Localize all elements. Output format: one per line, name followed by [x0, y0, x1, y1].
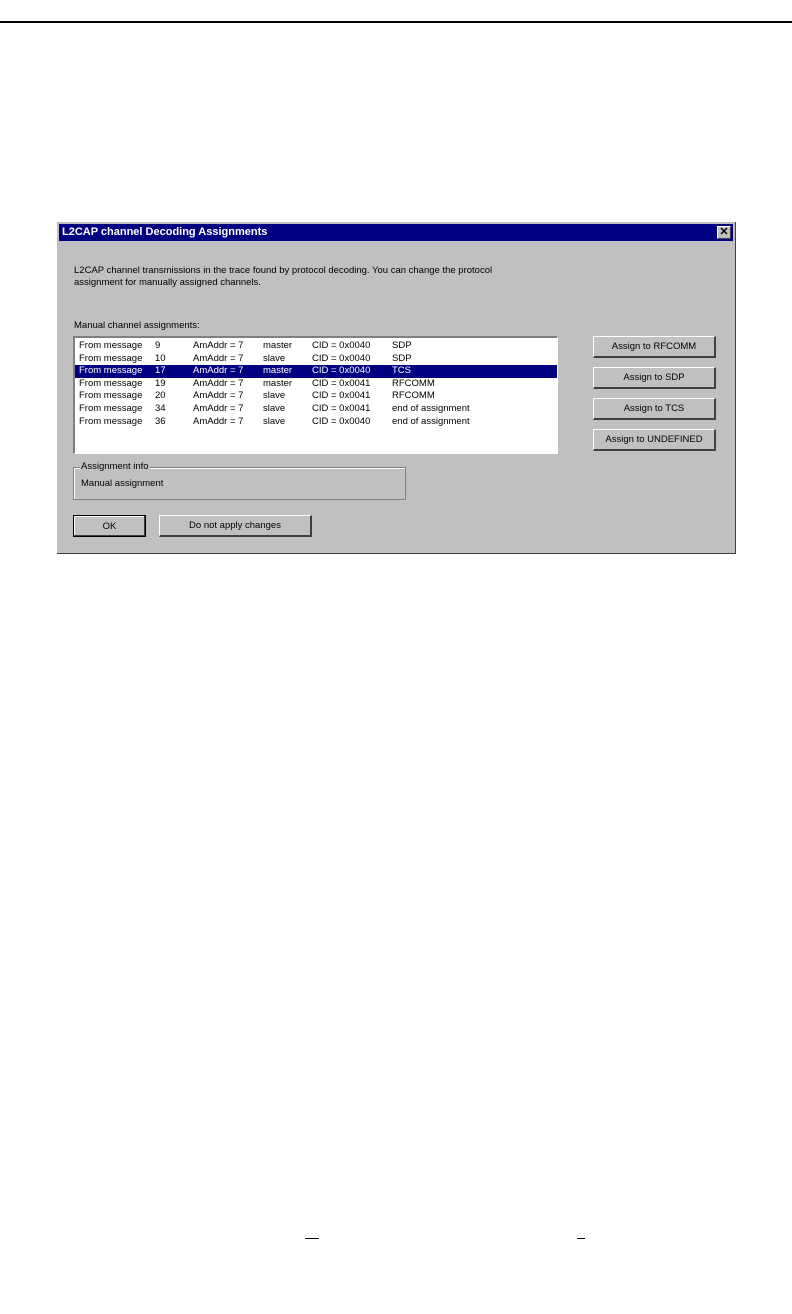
row-role: slave — [263, 402, 286, 414]
row-role: master — [263, 340, 293, 351]
assign-sdp-button[interactable]: Assign to SDP — [593, 367, 716, 389]
row-cid: CID = 0x0040 — [312, 365, 371, 377]
row-role: slave — [263, 415, 286, 427]
list-item[interactable] — [75, 378, 557, 391]
row-protocol: end of assignment — [392, 402, 470, 414]
bottom-mark-left — [305, 1238, 319, 1239]
row-cid: CID = 0x0040 — [312, 415, 371, 427]
row-cid: CID = 0x0041 — [312, 402, 371, 414]
row-source: From message — [79, 352, 143, 364]
dialog-description: L2CAP channel transmissions in the trace found by protocol decoding. You can change the protocol assignment for manually assigned channels. — [74, 265, 493, 288]
row-protocol: SDP — [392, 352, 412, 364]
row-role: master — [263, 365, 293, 377]
assign-tcs-button[interactable]: Assign to TCS — [593, 398, 716, 420]
row-num: 19 — [155, 377, 166, 389]
bottom-mark-right — [577, 1238, 585, 1239]
row-num: 10 — [155, 352, 166, 364]
row-source: From message — [79, 390, 143, 402]
row-cid: CID = 0x0040 — [312, 340, 371, 351]
row-source: From message — [79, 415, 143, 427]
list-item[interactable] — [75, 340, 557, 353]
row-protocol: RFCOMM — [392, 390, 435, 402]
list-item[interactable] — [75, 353, 557, 366]
list-item[interactable] — [75, 416, 557, 429]
close-icon[interactable]: ✕ — [717, 226, 731, 239]
row-protocol: TCS — [392, 365, 411, 377]
row-num: 20 — [155, 390, 166, 402]
dialog-titlebar[interactable] — [59, 224, 733, 241]
row-amaddr: AmAddr = 7 — [193, 402, 244, 414]
row-num: 9 — [155, 340, 161, 351]
row-protocol: end of assignment — [392, 415, 470, 427]
assign-undefined-button[interactable]: Assign to UNDEFINED — [593, 429, 716, 451]
assignment-info-title: Assignment info — [81, 461, 149, 472]
row-source: From message — [79, 340, 143, 351]
row-role: slave — [263, 352, 286, 364]
dialog-title: L2CAP channel Decoding Assignments — [62, 226, 268, 238]
row-source: From message — [79, 377, 143, 389]
list-item[interactable] — [75, 390, 557, 403]
row-cid: CID = 0x0040 — [312, 352, 371, 364]
channel-assignment-list[interactable] — [73, 336, 558, 454]
row-amaddr: AmAddr = 7 — [193, 390, 244, 402]
row-amaddr: AmAddr = 7 — [193, 415, 244, 427]
row-amaddr: AmAddr = 7 — [193, 377, 244, 389]
row-role: master — [263, 377, 293, 389]
row-amaddr: AmAddr = 7 — [193, 340, 244, 351]
row-num: 17 — [155, 365, 166, 377]
row-source: From message — [79, 365, 143, 377]
assignment-info-group — [73, 461, 406, 500]
assignment-info-text: Manual assignment — [81, 478, 164, 489]
row-cid: CID = 0x0041 — [312, 377, 371, 389]
row-source: From message — [79, 402, 143, 414]
row-cid: CID = 0x0041 — [312, 390, 371, 402]
row-num: 34 — [155, 402, 166, 414]
list-item[interactable] — [75, 403, 557, 416]
l2cap-dialog — [57, 222, 736, 554]
ok-button[interactable]: OK — [73, 515, 146, 537]
row-role: slave — [263, 390, 286, 402]
page-header-rule — [0, 21, 792, 23]
row-protocol: RFCOMM — [392, 377, 435, 389]
do-not-apply-button[interactable]: Do not apply changes — [159, 515, 312, 537]
row-protocol: SDP — [392, 340, 412, 351]
assign-rfcomm-button[interactable]: Assign to RFCOMM — [593, 336, 716, 358]
row-amaddr: AmAddr = 7 — [193, 352, 244, 364]
list-label: Manual channel assignments: — [74, 320, 200, 331]
list-item[interactable] — [75, 365, 557, 378]
row-num: 36 — [155, 415, 166, 427]
row-amaddr: AmAddr = 7 — [193, 365, 244, 377]
